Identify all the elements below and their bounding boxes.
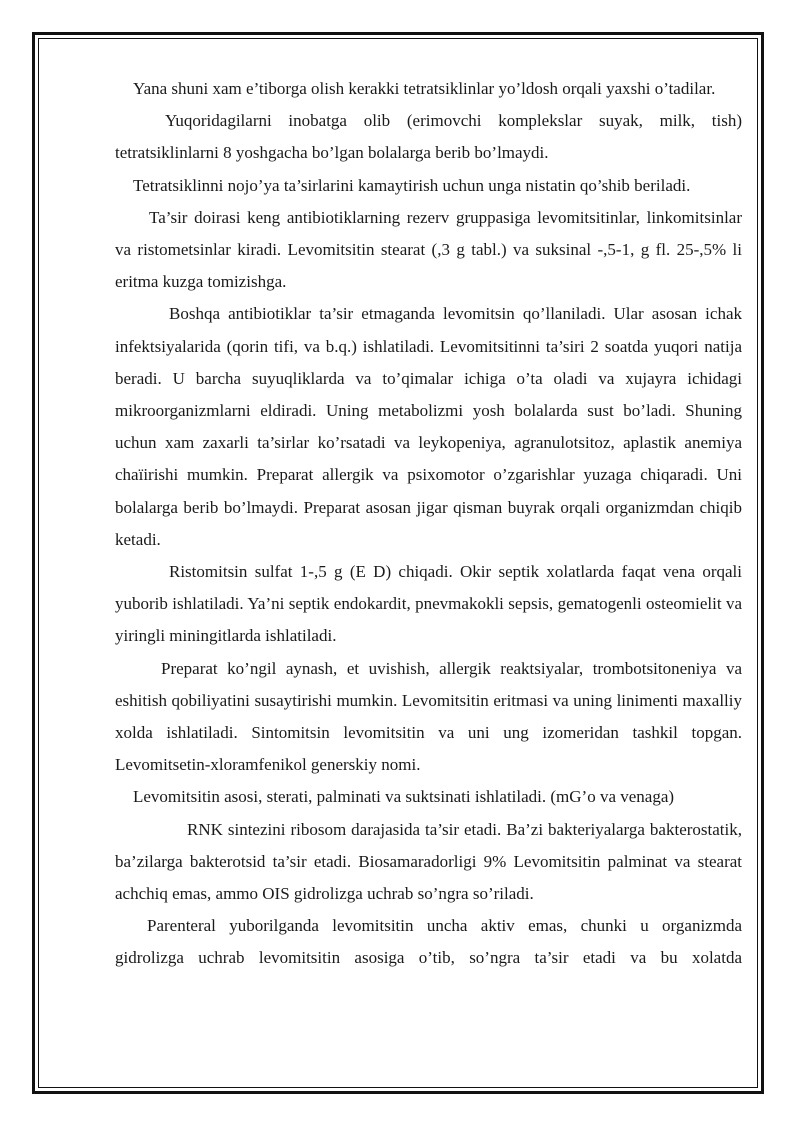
document-body [115,73,742,975]
paragraph: Preparat ko’ngil aynash, et uvishish, allergik reaktsiyalar, trombotsitoneniya va eshitish qobiliyatini susaytirishi mumkin. Levomitsitin eritmasi va uning linimenti maxalliy xolda ishlatiladi. Sintomitsin levomitsitin va uni ung izomeridan tashkil topgan. Levomitsetin-xloramfenikol generskiy nomi. [115,658,742,775]
paragraph: Ristomitsin sulfat 1-,5 g (E D) chiqadi. Okir septik xolatlarda faqat vena orqali yuborib ishlatiladi. Ya’ni septik endokardit, pnevmakokli sepsis, gematogenli osteomielit va yiringli miningitlarda ishlatiladi. [115,562,742,646]
paragraph: Yana shuni xam e’tiborga olish kerakki tetratsiklinlar yo’ldosh orqali yaxshi o’tadilar. [133,79,716,98]
paragraph: Ta’sir doirasi keng antibiotiklarning rezerv gruppasiga levomitsitinlar, linkomitsinlar va ristometsinlar kiradi. Levomitsitin stearat (,3 g tabl.) va suksinal -,5-1, g fl. 25-,5% li eritma kuzga tomizishga. [115,207,742,292]
paragraph: Boshqa antibiotiklar ta’sir etmaganda levomitsin qo’llaniladi. Ular asosan ichak infektsiyalarida (qorin tifi, va b.q.) ishlatiladi. Levomitsitinni ta’siri 2 soatda yuqori natija beradi. U barcha suyuqliklarda va to’qimalar ichiga o’ta oladi va xujayra ichidagi mikroorganizmlarni еldiradi. Uning metabolizmi yosh bolalarda sust bo’ladi. Shuning uchun xam zaxarli ta’sirlar ko’rsatadi va leykopeniya, agranulotsitoz, aplastik anemiya chaïirishi mumkin. Preparat allergik va psixomotor o’zgarishlar yuzaga chiqaradi. Uni bolalarga berib bo’lmaydi. Preparat asosan jigar qisman buyrak orqali organizmdan chiqib ketadi. [115,304,742,549]
paragraph: Tetratsiklinni nojo’ya ta’sirlarini kamaytirish uchun unga nistatin qo’shib beriladi. [133,175,691,195]
paragraph: Levomitsitin asosi, sterati, palminati va suktsinati ishlatiladi. (mG’o va venaga) [133,787,675,807]
paragraph: RNK sintezini ribosom darajasida ta’sir etadi. Ba’zi bakteriyalarga bakterostatik, ba’zilarga bakterotsid ta’sir etadi. Biosamaradorligi 9% Levomitsitin palminat va stearat achchiq emas, ammo OIS gidrolizga uchrab so’ngra so’riladi. [115,819,742,904]
paragraph: Parenteral yuborilganda levomitsitin uncha aktiv emas, chunki u organizmda gidrolizga uchrab levomitsitin asosiga o’tib, so’ngra ta’sir etadi va bu xolatda [115,916,742,968]
paragraph: Yuqoridagilarni inobatga olib (erimovchi komplekslar suyak, milk, tish) tetratsiklinlarni 8 yoshgacha bo’lgan bolalarga berib bo’lmaydi. [115,111,742,163]
